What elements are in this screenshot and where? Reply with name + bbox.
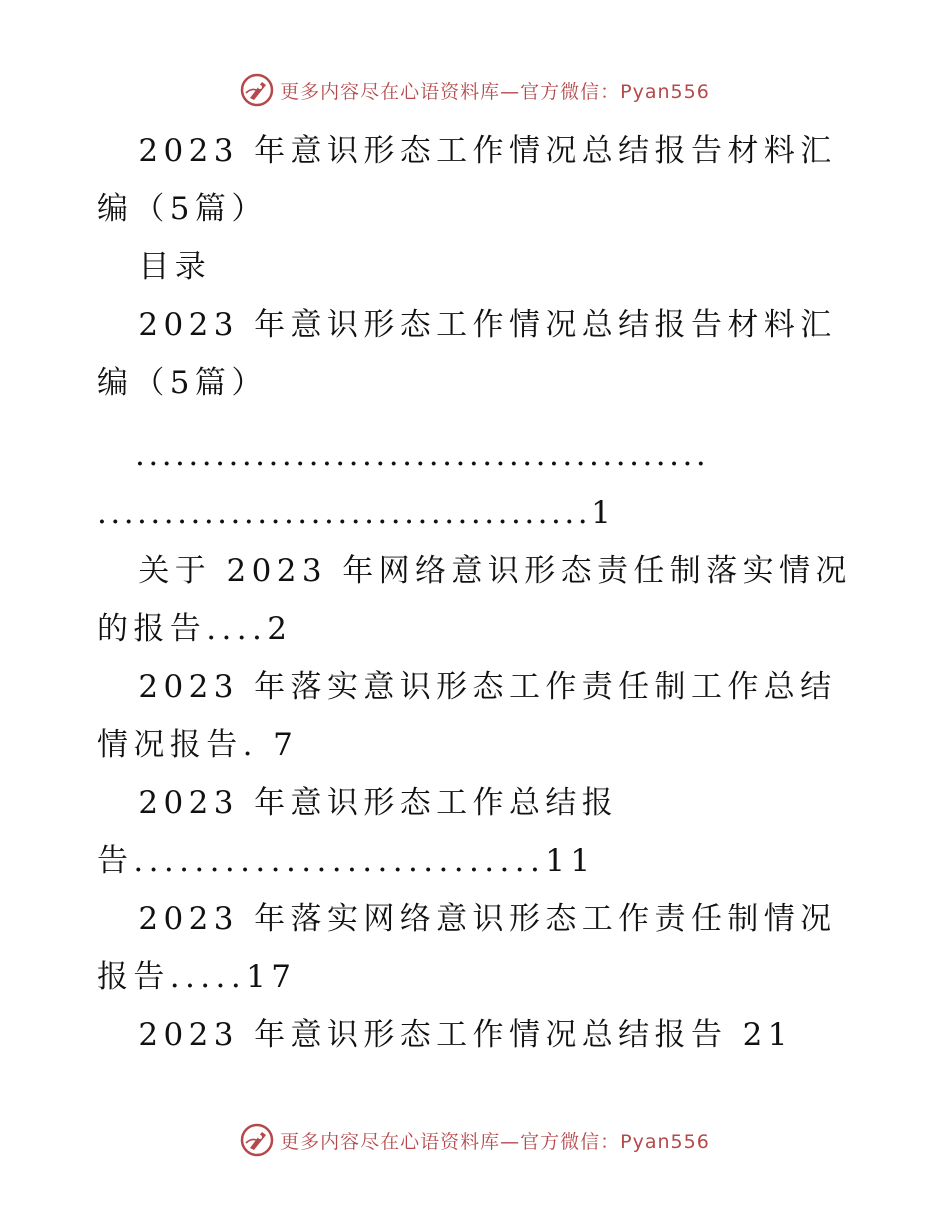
- document-body: [97, 122, 857, 1064]
- toc-entry[interactable]: 2023 年意识形态工作情况总结报告材料汇编（5篇）: [97, 307, 837, 401]
- toc-entry[interactable]: 2023 年意识形态工作情况总结报告 21: [138, 1017, 793, 1053]
- header-banner: [0, 70, 950, 110]
- footer-banner: [0, 1120, 950, 1160]
- toc-dot-leader-page: .....................................1: [97, 495, 615, 531]
- pen-nib-logo-icon: [240, 1123, 274, 1157]
- toc-entry[interactable]: 2023 年意识形态工作总结报告...........................11: [97, 785, 619, 879]
- toc-entry[interactable]: 2023 年落实意识形态工作责任制工作总结情况报告. 7: [97, 669, 837, 763]
- banner-text: 更多内容尽在心语资料库—官方微信：Pyan556: [280, 1130, 710, 1153]
- toc-entry[interactable]: 2023 年落实网络意识形态工作责任制情况报告.....17: [97, 901, 837, 995]
- toc-entry[interactable]: 关于 2023 年网络意识形态责任制落实情况的报告....2: [97, 553, 852, 647]
- pen-nib-logo-icon: [240, 73, 274, 107]
- toc-dot-leader: ...........................................: [135, 437, 710, 473]
- banner-text: 更多内容尽在心语资料库—官方微信：Pyan556: [280, 80, 710, 103]
- toc-heading: 目录: [138, 249, 212, 285]
- document-title: 2023 年意识形态工作情况总结报告材料汇编（5篇）: [97, 133, 837, 227]
